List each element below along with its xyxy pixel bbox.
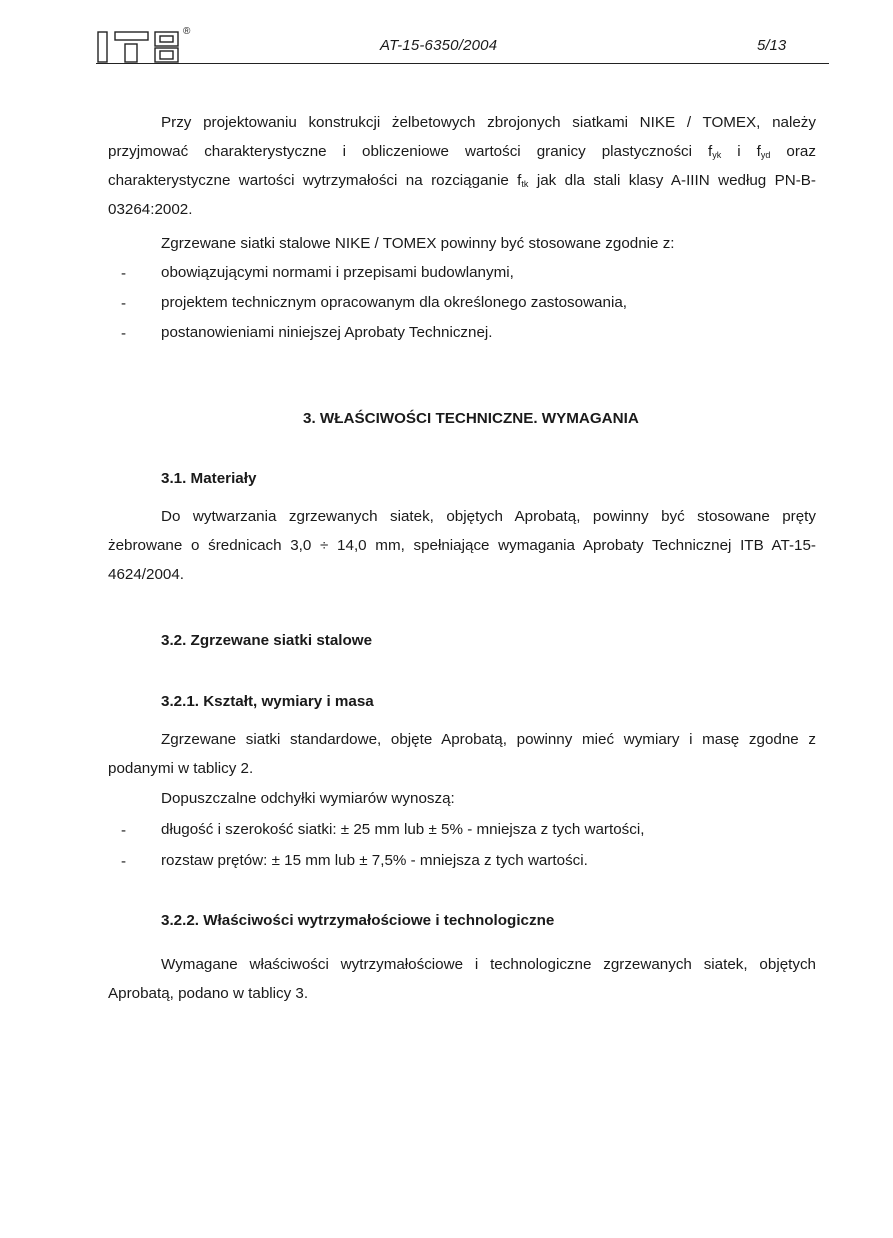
- materials-paragraph: Do wytwarzania zgrzewanych siatek, objętych Aprobatą, powinny być stosowane pręty żebrowane o średnicach 3,0 ÷ 14,0 mm, spełniające wymagania Aprobaty Technicznej ITB AT-15-4624/2004.: [108, 508, 816, 583]
- header-divider: [96, 63, 829, 64]
- document-code: AT-15-6350/2004: [380, 37, 498, 54]
- dimensions-paragraph: Zgrzewane siatki standardowe, objęte Aprobatą, powinny mieć wymiary i masę zgodne z podanymi w tablicy 2.: [108, 731, 816, 777]
- list-item: długość i szerokość siatki: ± 25 mm lub ± 5% - mniejsza z tych wartości,: [161, 821, 645, 838]
- intro-paragraph-1: Przy projektowaniu konstrukcji żelbetowych zbrojonych siatkami NIKE / TOMEX, należy przyjmować charakterystyczne i obliczeniowe wartości granicy plastyczności $f_{yk}$ i $f_{yd}$ oraz charakterystyczne wartości wytrzymałości na rozciąganie $f_{tk}$ jak dla stali klasy A-IIIN według PN-B-03264:2002.: [108, 114, 816, 218]
- list-item: rozstaw prętów: ± 15 mm lub ± 7,5% - mniejsza z tych wartości.: [161, 852, 588, 869]
- bullet-marker: -: [121, 853, 127, 870]
- subsection-heading: 3.1. Materiały: [161, 470, 257, 487]
- page-number: 5/13: [757, 37, 787, 54]
- strength-paragraph: Wymagane właściwości wytrzymałościowe i technologiczne zgrzewanych siatek, objętych Aprobatą, podano w tablicy 3.: [108, 956, 816, 1002]
- list-item: postanowieniami niniejszej Aprobaty Technicznej.: [161, 324, 493, 341]
- bullet-marker: -: [121, 325, 127, 342]
- subsection-heading: 3.2. Zgrzewane siatki stalowe: [161, 632, 373, 649]
- bullet-marker: -: [121, 265, 127, 282]
- bullet-marker: -: [121, 295, 127, 312]
- subsection-heading: 3.2.1. Kształt, wymiary i masa: [161, 693, 374, 710]
- list-item: projektem technicznym opracowanym dla określonego zastosowania,: [161, 294, 627, 311]
- list-item: obowiązującymi normami i przepisami budowlanymi,: [161, 264, 514, 281]
- tolerance-intro: Dopuszczalne odchyłki wymiarów wynoszą:: [161, 790, 455, 807]
- subsection-heading: 3.2.2. Właściwości wytrzymałościowe i technologiczne: [161, 912, 555, 929]
- itb-logo: [96, 22, 196, 64]
- intro-paragraph-2: Zgrzewane siatki stalowe NIKE / TOMEX powinny być stosowane zgodnie z:: [161, 235, 675, 252]
- bullet-marker: -: [121, 822, 127, 839]
- registered-mark: ®: [183, 26, 191, 37]
- section-heading: 3. WŁAŚCIWOŚCI TECHNICZNE. WYMAGANIA: [303, 410, 639, 427]
